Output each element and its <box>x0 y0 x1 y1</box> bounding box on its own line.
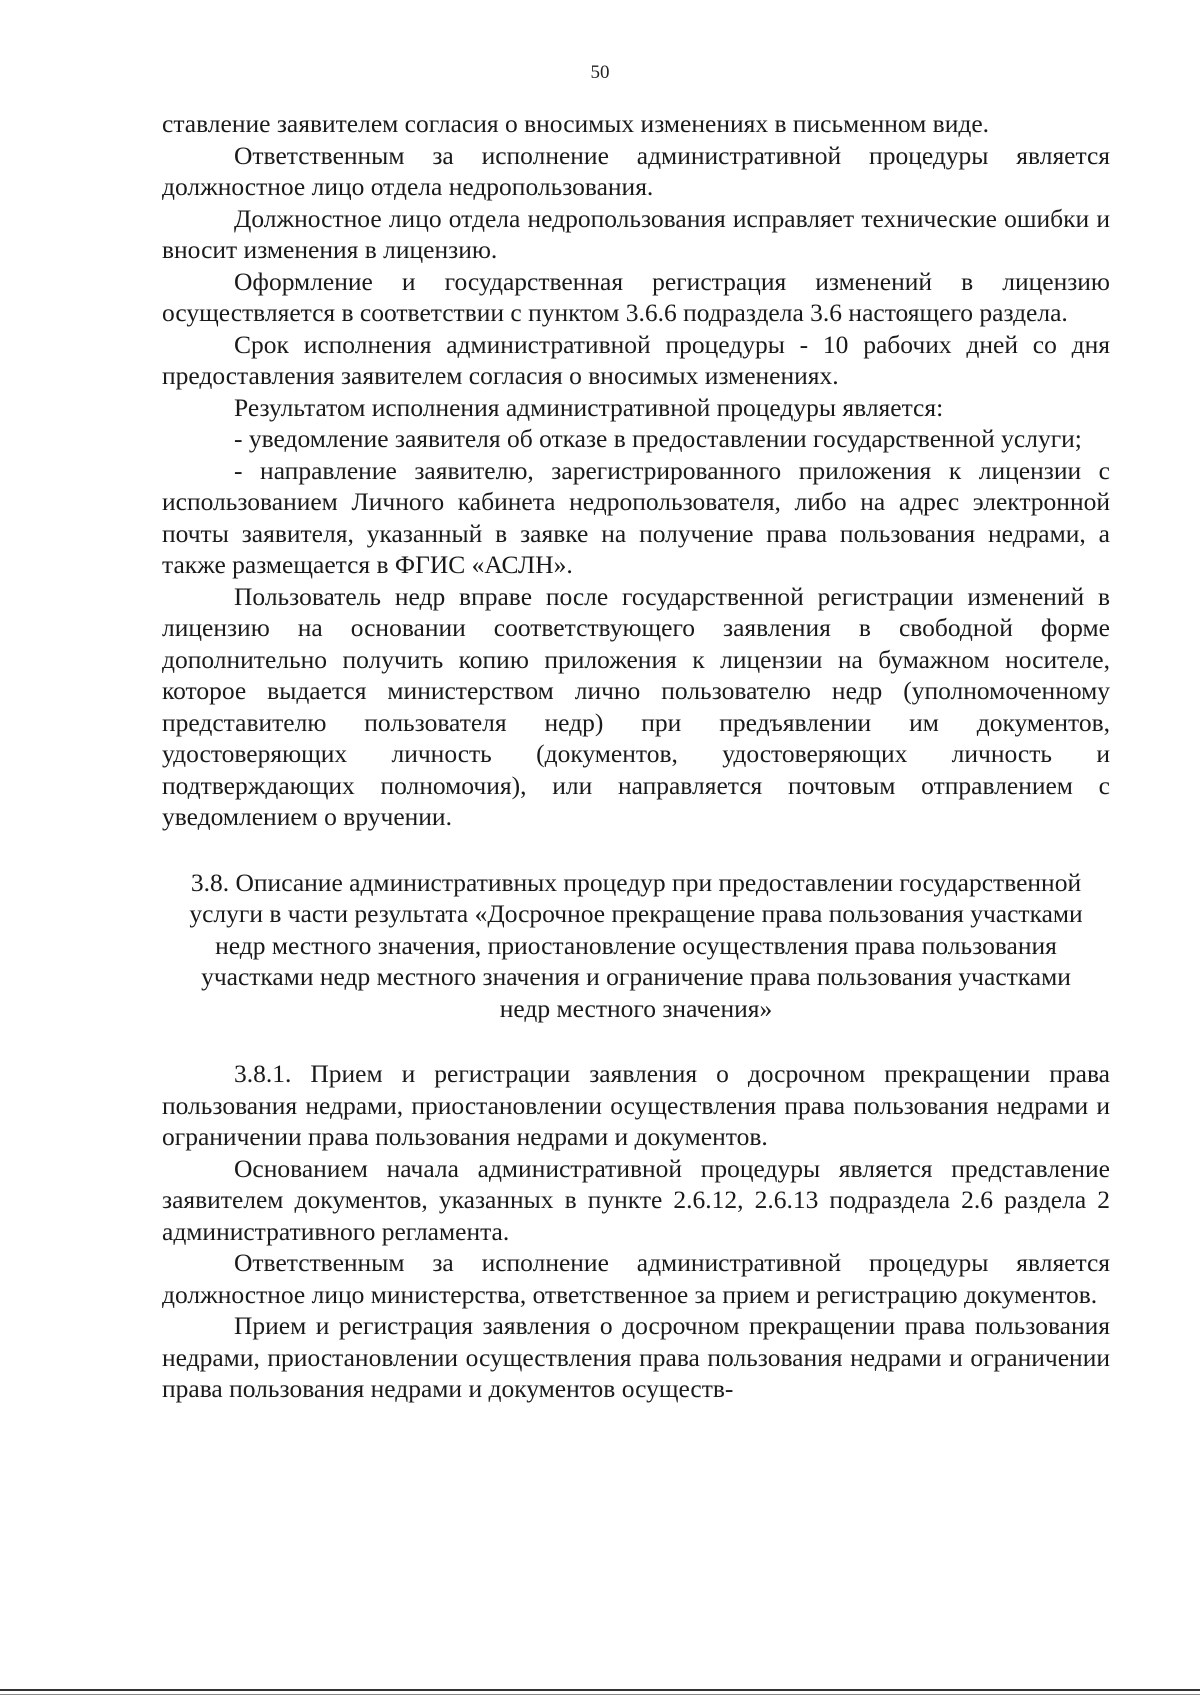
paragraph: Ответственным за исполнение административной процедуры является должностное лицо министерства, ответственное за прием и регистрацию документов. <box>162 1248 1110 1309</box>
scan-edge-line <box>0 1694 1200 1695</box>
paragraph: - направление заявителю, зарегистрированного приложения к лицензии с использованием Личного кабинета недропользователя, либо на адрес электронной почты заявителя, указанный в заявке на получение права пользования недрами, а также размещается в ФГИС «АСЛН». <box>162 455 1110 579</box>
paragraph: Срок исполнения административной процедуры - 10 рабочих дней со дня предоставления заявителем согласия о вносимых изменениях. <box>162 329 1110 390</box>
paragraph: Прием и регистрация заявления о досрочном прекращении права пользования недрами, приостановлении осуществления права пользования недрами и ограничении права пользования недрами и документов осуществ- <box>162 1311 1110 1403</box>
paragraph: Пользователь недр вправе после государственной регистрации изменений в лицензию на основании соответствующего заявления в свободной форме дополнительно получить копию приложения к лицензии на бумажном носителе, которое выдается министерством лично пользователю недр (уполномоченному представителю пользователя недр) при предъявлении им документов, удостоверяющих личность (документов, удостоверяющих личность и подтверждающих полномочия), или направляется почтовым отправлением с уведомлением о вручении. <box>162 581 1110 831</box>
paragraph: Должностное лицо отдела недропользования исправляет технические ошибки и вносит изменения в лицензию. <box>162 203 1110 264</box>
section-heading: 3.8. Описание административных процедур при предоставлении государственной услуги в части результата «Досрочное прекращение права пользования участками недр местного значения, приостановление осуществления права пользования участками недр местного значения и ограничение права пользования участками недр местного значения» <box>189 867 1083 1023</box>
paragraph: ставление заявителем согласия о вносимых изменениях в письменном виде. <box>162 109 990 138</box>
paragraph: Основанием начала административной процедуры является представление заявителем документов, указанных в пункте 2.6.12, 2.6.13 подраздела 2.6 раздела 2 административного регламента. <box>162 1153 1110 1246</box>
page-number: 50 <box>590 62 610 83</box>
scan-edge-line <box>0 1689 1200 1691</box>
paragraph: 3.8.1. Прием и регистрации заявления о досрочном прекращении права пользования недрами, приостановлении осуществления права пользования недрами и ограничении права пользования недрами и документов. <box>162 1059 1110 1151</box>
paragraph: Результатом исполнения административной процедуры является: <box>234 392 944 422</box>
document-body <box>162 108 1110 1405</box>
paragraph: - уведомление заявителя об отказе в предоставлении государственной услуги; <box>234 424 1082 453</box>
paragraph: Оформление и государственная регистрация изменений в лицензию осуществляется в соответствии с пунктом 3.6.6 подраздела 3.6 настоящего раздела. <box>162 266 1110 327</box>
paragraph: Ответственным за исполнение административной процедуры является должностное лицо отдела недропользования. <box>162 140 1110 201</box>
